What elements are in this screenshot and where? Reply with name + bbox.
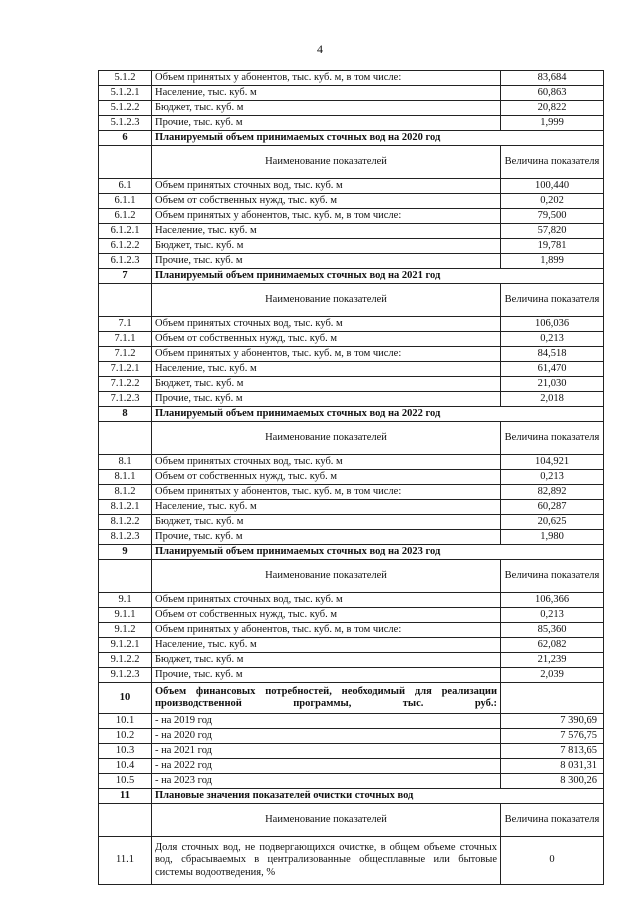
indicator-value: 2,018 — [501, 392, 604, 407]
column-header-value: Величина показателя — [501, 146, 604, 179]
row-number: 6.1.2.1 — [99, 224, 152, 239]
row-number: 11.1 — [99, 837, 152, 885]
indicator-value: 21,239 — [501, 653, 604, 668]
indicator-name: Бюджет, тыс. куб. м — [152, 377, 501, 392]
indicator-name: Объем принятых у абонентов, тыс. куб. м, в том числе: — [152, 71, 501, 86]
table-row — [99, 116, 604, 131]
indicator-value: 100,440 — [501, 179, 604, 194]
indicator-name: - на 2019 год — [152, 714, 501, 729]
table-row — [99, 392, 604, 407]
indicator-name: Объем принятых сточных вод, тыс. куб. м — [152, 455, 501, 470]
column-header-value: Величина показателя — [501, 804, 604, 837]
empty-number-cell — [99, 560, 152, 593]
row-number: 5.1.2.2 — [99, 101, 152, 116]
indicator-value: 8 031,31 — [501, 759, 604, 774]
empty-number-cell — [99, 284, 152, 317]
table-row — [99, 515, 604, 530]
table-row — [99, 744, 604, 759]
indicator-value: 2,039 — [501, 668, 604, 683]
row-number: 9.1.2.2 — [99, 653, 152, 668]
table-row — [99, 362, 604, 377]
row-number: 5.1.2.1 — [99, 86, 152, 101]
indicator-value: 7 813,65 — [501, 744, 604, 759]
table-row — [99, 179, 604, 194]
indicator-name: - на 2022 год — [152, 759, 501, 774]
indicator-value: 0 — [501, 837, 604, 885]
indicator-name: Население, тыс. куб. м — [152, 86, 501, 101]
table-row — [99, 347, 604, 362]
row-number: 9.1.1 — [99, 608, 152, 623]
table-row — [99, 530, 604, 545]
indicator-value: 20,625 — [501, 515, 604, 530]
row-number: 5.1.2 — [99, 71, 152, 86]
section-number: 10 — [99, 683, 152, 714]
indicator-name: Объем принятых у абонентов, тыс. куб. м, в том числе: — [152, 209, 501, 224]
row-number: 10.1 — [99, 714, 152, 729]
table-row — [99, 638, 604, 653]
indicator-name: Прочие, тыс. куб. м — [152, 116, 501, 131]
table-row — [99, 500, 604, 515]
indicator-value: 0,213 — [501, 470, 604, 485]
table-row — [99, 837, 604, 885]
empty-value-cell — [501, 683, 604, 714]
section-number: 9 — [99, 545, 152, 560]
row-number: 7.1.1 — [99, 332, 152, 347]
row-number: 6.1.2 — [99, 209, 152, 224]
column-header-row — [99, 560, 604, 593]
indicator-name: - на 2021 год — [152, 744, 501, 759]
table-row — [99, 377, 604, 392]
indicator-value: 19,781 — [501, 239, 604, 254]
column-header-name: Наименование показателей — [152, 804, 501, 837]
indicator-value: 0,213 — [501, 608, 604, 623]
section-number: 11 — [99, 789, 152, 804]
indicator-value: 106,366 — [501, 593, 604, 608]
section-number: 8 — [99, 407, 152, 422]
indicator-name: Объем принятых сточных вод, тыс. куб. м — [152, 317, 501, 332]
row-number: 8.1.2.2 — [99, 515, 152, 530]
table-row — [99, 101, 604, 116]
indicator-name: Бюджет, тыс. куб. м — [152, 101, 501, 116]
section-row — [99, 683, 604, 714]
section-title: Планируемый объем принимаемых сточных вод на 2021 год — [152, 269, 604, 284]
section-number: 7 — [99, 269, 152, 284]
column-header-row — [99, 146, 604, 179]
empty-number-cell — [99, 804, 152, 837]
indicator-name: Объем от собственных нужд, тыс. куб. м — [152, 470, 501, 485]
indicator-name: Объем от собственных нужд, тыс. куб. м — [152, 194, 501, 209]
table-row — [99, 209, 604, 224]
section-row — [99, 269, 604, 284]
indicator-value: 1,899 — [501, 254, 604, 269]
row-number: 10.2 — [99, 729, 152, 744]
table-row — [99, 729, 604, 744]
table-row — [99, 774, 604, 789]
column-header-name: Наименование показателей — [152, 284, 501, 317]
indicator-value: 7 390,69 — [501, 714, 604, 729]
indicator-value: 61,470 — [501, 362, 604, 377]
section-row — [99, 407, 604, 422]
column-header-name: Наименование показателей — [152, 146, 501, 179]
row-number: 8.1 — [99, 455, 152, 470]
table-row — [99, 759, 604, 774]
table-row — [99, 485, 604, 500]
row-number: 9.1.2.3 — [99, 668, 152, 683]
indicator-value: 0,202 — [501, 194, 604, 209]
table-row — [99, 317, 604, 332]
indicator-value: 60,287 — [501, 500, 604, 515]
section-row — [99, 545, 604, 560]
indicator-value: 57,820 — [501, 224, 604, 239]
indicator-name: Объем принятых у абонентов, тыс. куб. м, в том числе: — [152, 485, 501, 500]
indicator-name: Объем принятых у абонентов, тыс. куб. м, в том числе: — [152, 347, 501, 362]
indicator-value: 1,999 — [501, 116, 604, 131]
row-number: 7.1.2.3 — [99, 392, 152, 407]
section-title: Планируемый объем принимаемых сточных вод на 2020 год — [152, 131, 604, 146]
row-number: 6.1.2.3 — [99, 254, 152, 269]
indicator-value: 85,360 — [501, 623, 604, 638]
column-header-row — [99, 284, 604, 317]
indicator-name: Объем принятых сточных вод, тыс. куб. м — [152, 593, 501, 608]
table-row — [99, 623, 604, 638]
section-title: Плановые значения показателей очистки сточных вод — [152, 789, 604, 804]
table-row — [99, 86, 604, 101]
empty-number-cell — [99, 422, 152, 455]
section-title: Объем финансовых потребностей, необходимый для реализации производственной программы, тыс. руб.: — [152, 683, 501, 714]
row-number: 6.1.2.2 — [99, 239, 152, 254]
table-row — [99, 668, 604, 683]
table-row — [99, 194, 604, 209]
row-number: 8.1.2 — [99, 485, 152, 500]
page-number: 4 — [317, 42, 323, 56]
row-number: 9.1 — [99, 593, 152, 608]
indicator-value: 84,518 — [501, 347, 604, 362]
indicator-name: Бюджет, тыс. куб. м — [152, 515, 501, 530]
table-row — [99, 714, 604, 729]
table-row — [99, 224, 604, 239]
indicator-name: Население, тыс. куб. м — [152, 224, 501, 239]
column-header-name: Наименование показателей — [152, 560, 501, 593]
indicator-name: Бюджет, тыс. куб. м — [152, 653, 501, 668]
indicator-value: 0,213 — [501, 332, 604, 347]
row-number: 6.1.1 — [99, 194, 152, 209]
column-header-row — [99, 422, 604, 455]
indicator-name: Прочие, тыс. куб. м — [152, 668, 501, 683]
table-row — [99, 653, 604, 668]
empty-number-cell — [99, 146, 152, 179]
table-row — [99, 470, 604, 485]
row-number: 8.1.2.3 — [99, 530, 152, 545]
section-title: Планируемый объем принимаемых сточных вод на 2023 год — [152, 545, 604, 560]
table-row — [99, 593, 604, 608]
table-row — [99, 455, 604, 470]
indicator-name: Прочие, тыс. куб. м — [152, 392, 501, 407]
indicator-name: Доля сточных вод, не подвергающихся очистке, в общем объеме сточных вод, сбрасываемых в централизованные общесплавные или бытовые системы водоотведения, % — [152, 837, 501, 885]
table-row — [99, 608, 604, 623]
indicator-name: Население, тыс. куб. м — [152, 362, 501, 377]
row-number: 7.1.2.1 — [99, 362, 152, 377]
indicator-value: 20,822 — [501, 101, 604, 116]
indicator-name: Прочие, тыс. куб. м — [152, 530, 501, 545]
table-row — [99, 332, 604, 347]
indicator-value: 104,921 — [501, 455, 604, 470]
column-header-value: Величина показателя — [501, 284, 604, 317]
section-title: Планируемый объем принимаемых сточных вод на 2022 год — [152, 407, 604, 422]
indicator-value: 82,892 — [501, 485, 604, 500]
indicator-name: - на 2020 год — [152, 729, 501, 744]
row-number: 10.5 — [99, 774, 152, 789]
row-number: 8.1.2.1 — [99, 500, 152, 515]
indicator-value: 7 576,75 — [501, 729, 604, 744]
indicator-value: 106,036 — [501, 317, 604, 332]
row-number: 9.1.2 — [99, 623, 152, 638]
indicator-value: 1,980 — [501, 530, 604, 545]
indicator-name: Прочие, тыс. куб. м — [152, 254, 501, 269]
indicator-name: Объем от собственных нужд, тыс. куб. м — [152, 332, 501, 347]
row-number: 7.1.2.2 — [99, 377, 152, 392]
indicator-name: Бюджет, тыс. куб. м — [152, 239, 501, 254]
indicator-name: Население, тыс. куб. м — [152, 638, 501, 653]
wastewater-indicators-table — [98, 70, 604, 885]
indicator-value: 62,082 — [501, 638, 604, 653]
section-number: 6 — [99, 131, 152, 146]
row-number: 5.1.2.3 — [99, 116, 152, 131]
table-row — [99, 71, 604, 86]
row-number: 8.1.1 — [99, 470, 152, 485]
indicator-value: 21,030 — [501, 377, 604, 392]
row-number: 6.1 — [99, 179, 152, 194]
indicator-value: 60,863 — [501, 86, 604, 101]
table-row — [99, 239, 604, 254]
row-number: 10.3 — [99, 744, 152, 759]
column-header-value: Величина показателя — [501, 560, 604, 593]
table-row — [99, 254, 604, 269]
section-row — [99, 789, 604, 804]
indicator-name: Объем от собственных нужд, тыс. куб. м — [152, 608, 501, 623]
indicator-value: 8 300,26 — [501, 774, 604, 789]
row-number: 7.1.2 — [99, 347, 152, 362]
indicator-value: 79,500 — [501, 209, 604, 224]
row-number: 9.1.2.1 — [99, 638, 152, 653]
indicator-value: 83,684 — [501, 71, 604, 86]
column-header-name: Наименование показателей — [152, 422, 501, 455]
indicator-name: - на 2023 год — [152, 774, 501, 789]
section-row — [99, 131, 604, 146]
indicator-name: Объем принятых сточных вод, тыс. куб. м — [152, 179, 501, 194]
indicator-name: Объем принятых у абонентов, тыс. куб. м, в том числе: — [152, 623, 501, 638]
column-header-value: Величина показателя — [501, 422, 604, 455]
indicator-name: Население, тыс. куб. м — [152, 500, 501, 515]
row-number: 10.4 — [99, 759, 152, 774]
column-header-row — [99, 804, 604, 837]
row-number: 7.1 — [99, 317, 152, 332]
